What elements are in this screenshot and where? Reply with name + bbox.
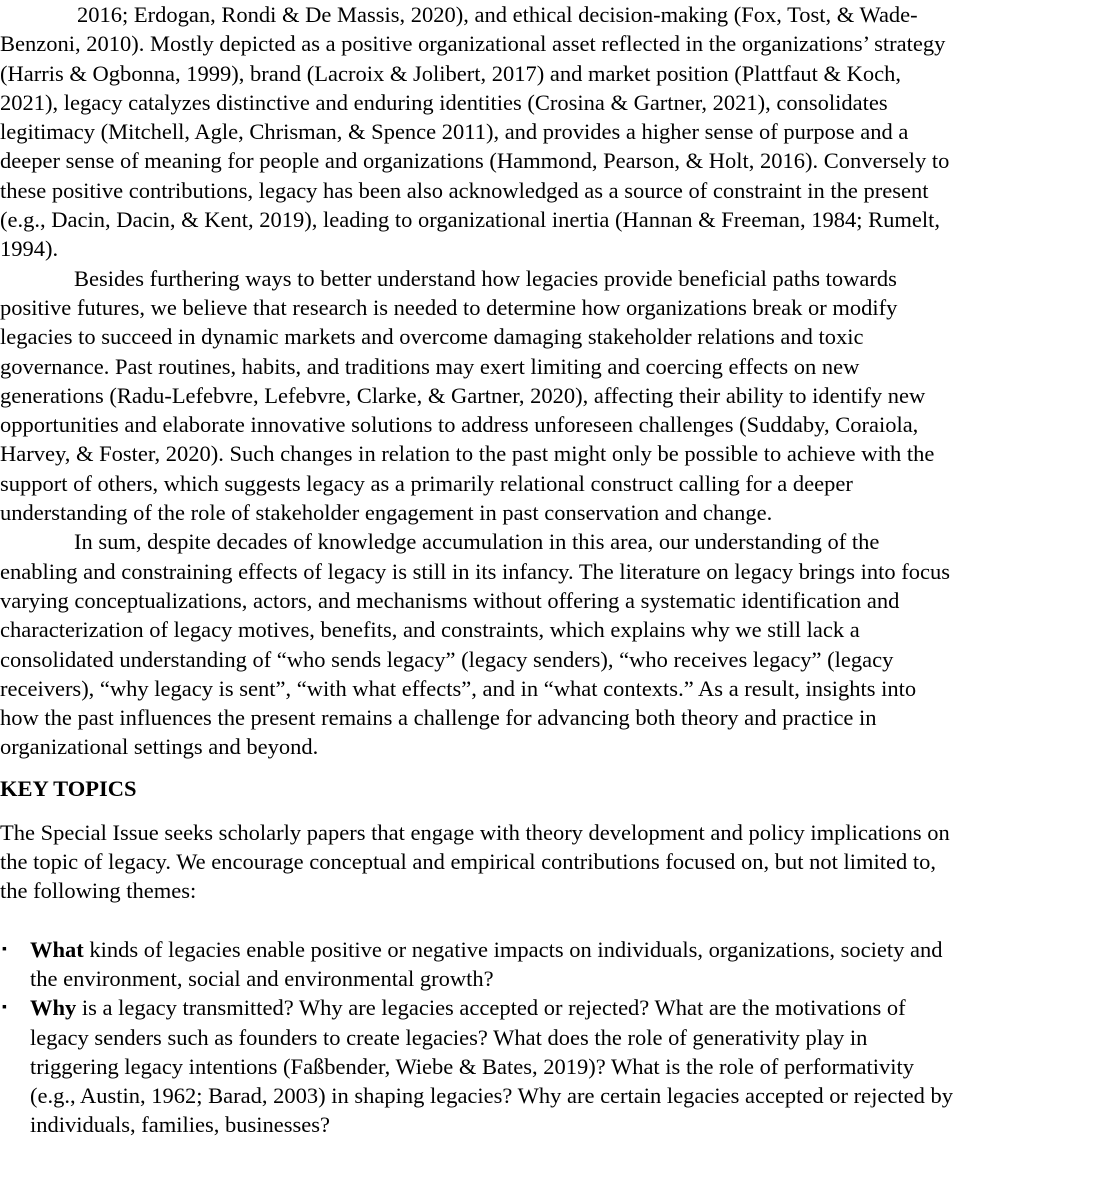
- body-paragraph-2: Besides furthering ways to better understand how legacies provide beneficial paths towards positive futures, we believe that research is needed to determine how organizations break or modify legacies to succeed in dynamic markets and overcome damaging stakeholder relations and toxic governance. Past routines, habits, and traditions may exert limiting and coercing effects on new generations (Radu-Lefebvre, Lefebvre, Clarke, & Gartner, 2020), affecting their ability to identify new opportunities and elaborate innovative solutions to address unforeseen challenges (Suddaby, Coraiola, Harvey, & Foster, 2020). Such changes in relation to the past might only be possible to achieve with the support of others, which suggests legacy as a primarily relational construct calling for a deeper understanding of the role of stakeholder engagement in past conservation and change.: [0, 265, 935, 526]
- item-text: kinds of legacies enable positive or negative impacts on individuals, organizations, society and the environment, social and environmental growth?: [30, 936, 943, 991]
- body-paragraph-1: 2016; Erdogan, Rondi & De Massis, 2020), and ethical decision-making (Fox, Tost, & Wade-Benzoni, 2010). Mostly depicted as a positive organizational asset reflected in the organizations’ strategy (Harris & Ogbonna, 1999), brand (Lacroix & Jolibert, 2017) and market position (Plattfaut & Koch, 2021), legacy catalyzes distinctive and enduring identities (Crosina & Gartner, 2021), consolidates legitimacy (Mitchell, Agle, Chrisman, & Spence 2011), and provides a higher sense of purpose and a deeper sense of meaning for people and organizations (Hammond, Pearson, & Holt, 2016). Conversely to these positive contributions, legacy has been also acknowledged as a source of constraint in the present (e.g., Dacin, Dacin, & Kent, 2019), leading to organizational inertia (Hannan & Freeman, 1984; Rumelt, 1994).: [0, 2, 950, 262]
- item-lead-word: What: [30, 936, 84, 962]
- themes-list: [0, 935, 960, 1140]
- list-item: [0, 993, 960, 1139]
- list-item: [0, 935, 960, 994]
- item-text: is a legacy transmitted? Why are legacies accepted or rejected? What are the motivations of legacy senders such as founders to create legacies? What does the role of generativity play in triggering legacy intentions (Faßbender, Wiebe & Bates, 2019)? What is the role of performativity (e.g., Austin, 1962; Barad, 2003) in shaping legacies? Why are certain legacies accepted or rejected by individuals, families, businesses?: [30, 995, 953, 1138]
- body-paragraph-3: In sum, despite decades of knowledge accumulation in this area, our understanding of the enabling and constraining effects of legacy is still in its infancy. The literature on legacy brings into focus varying conceptualizations, actors, and mechanisms without offering a systematic identification and characterization of legacy motives, benefits, and constraints, which explains why we still lack a consolidated understanding of “who sends legacy” (legacy senders), “who receives legacy” (legacy receivers), “why legacy is sent”, “with what effects”, and in “what contexts.” As a result, insights into how the past influences the present remains a challenge for advancing both theory and practice in organizational settings and beyond.: [0, 529, 950, 760]
- section-heading-key-topics: KEY TOPICS: [0, 775, 137, 801]
- item-lead-word: Why: [30, 995, 77, 1021]
- square-bullet-icon: ▪: [2, 1000, 7, 1016]
- key-topics-intro: The Special Issue seeks scholarly papers that engage with theory development and policy implications on the topic of legacy. We encourage conceptual and empirical contributions focused on, but not limited to, the following themes:: [0, 819, 950, 904]
- square-bullet-icon: ▪: [2, 941, 7, 957]
